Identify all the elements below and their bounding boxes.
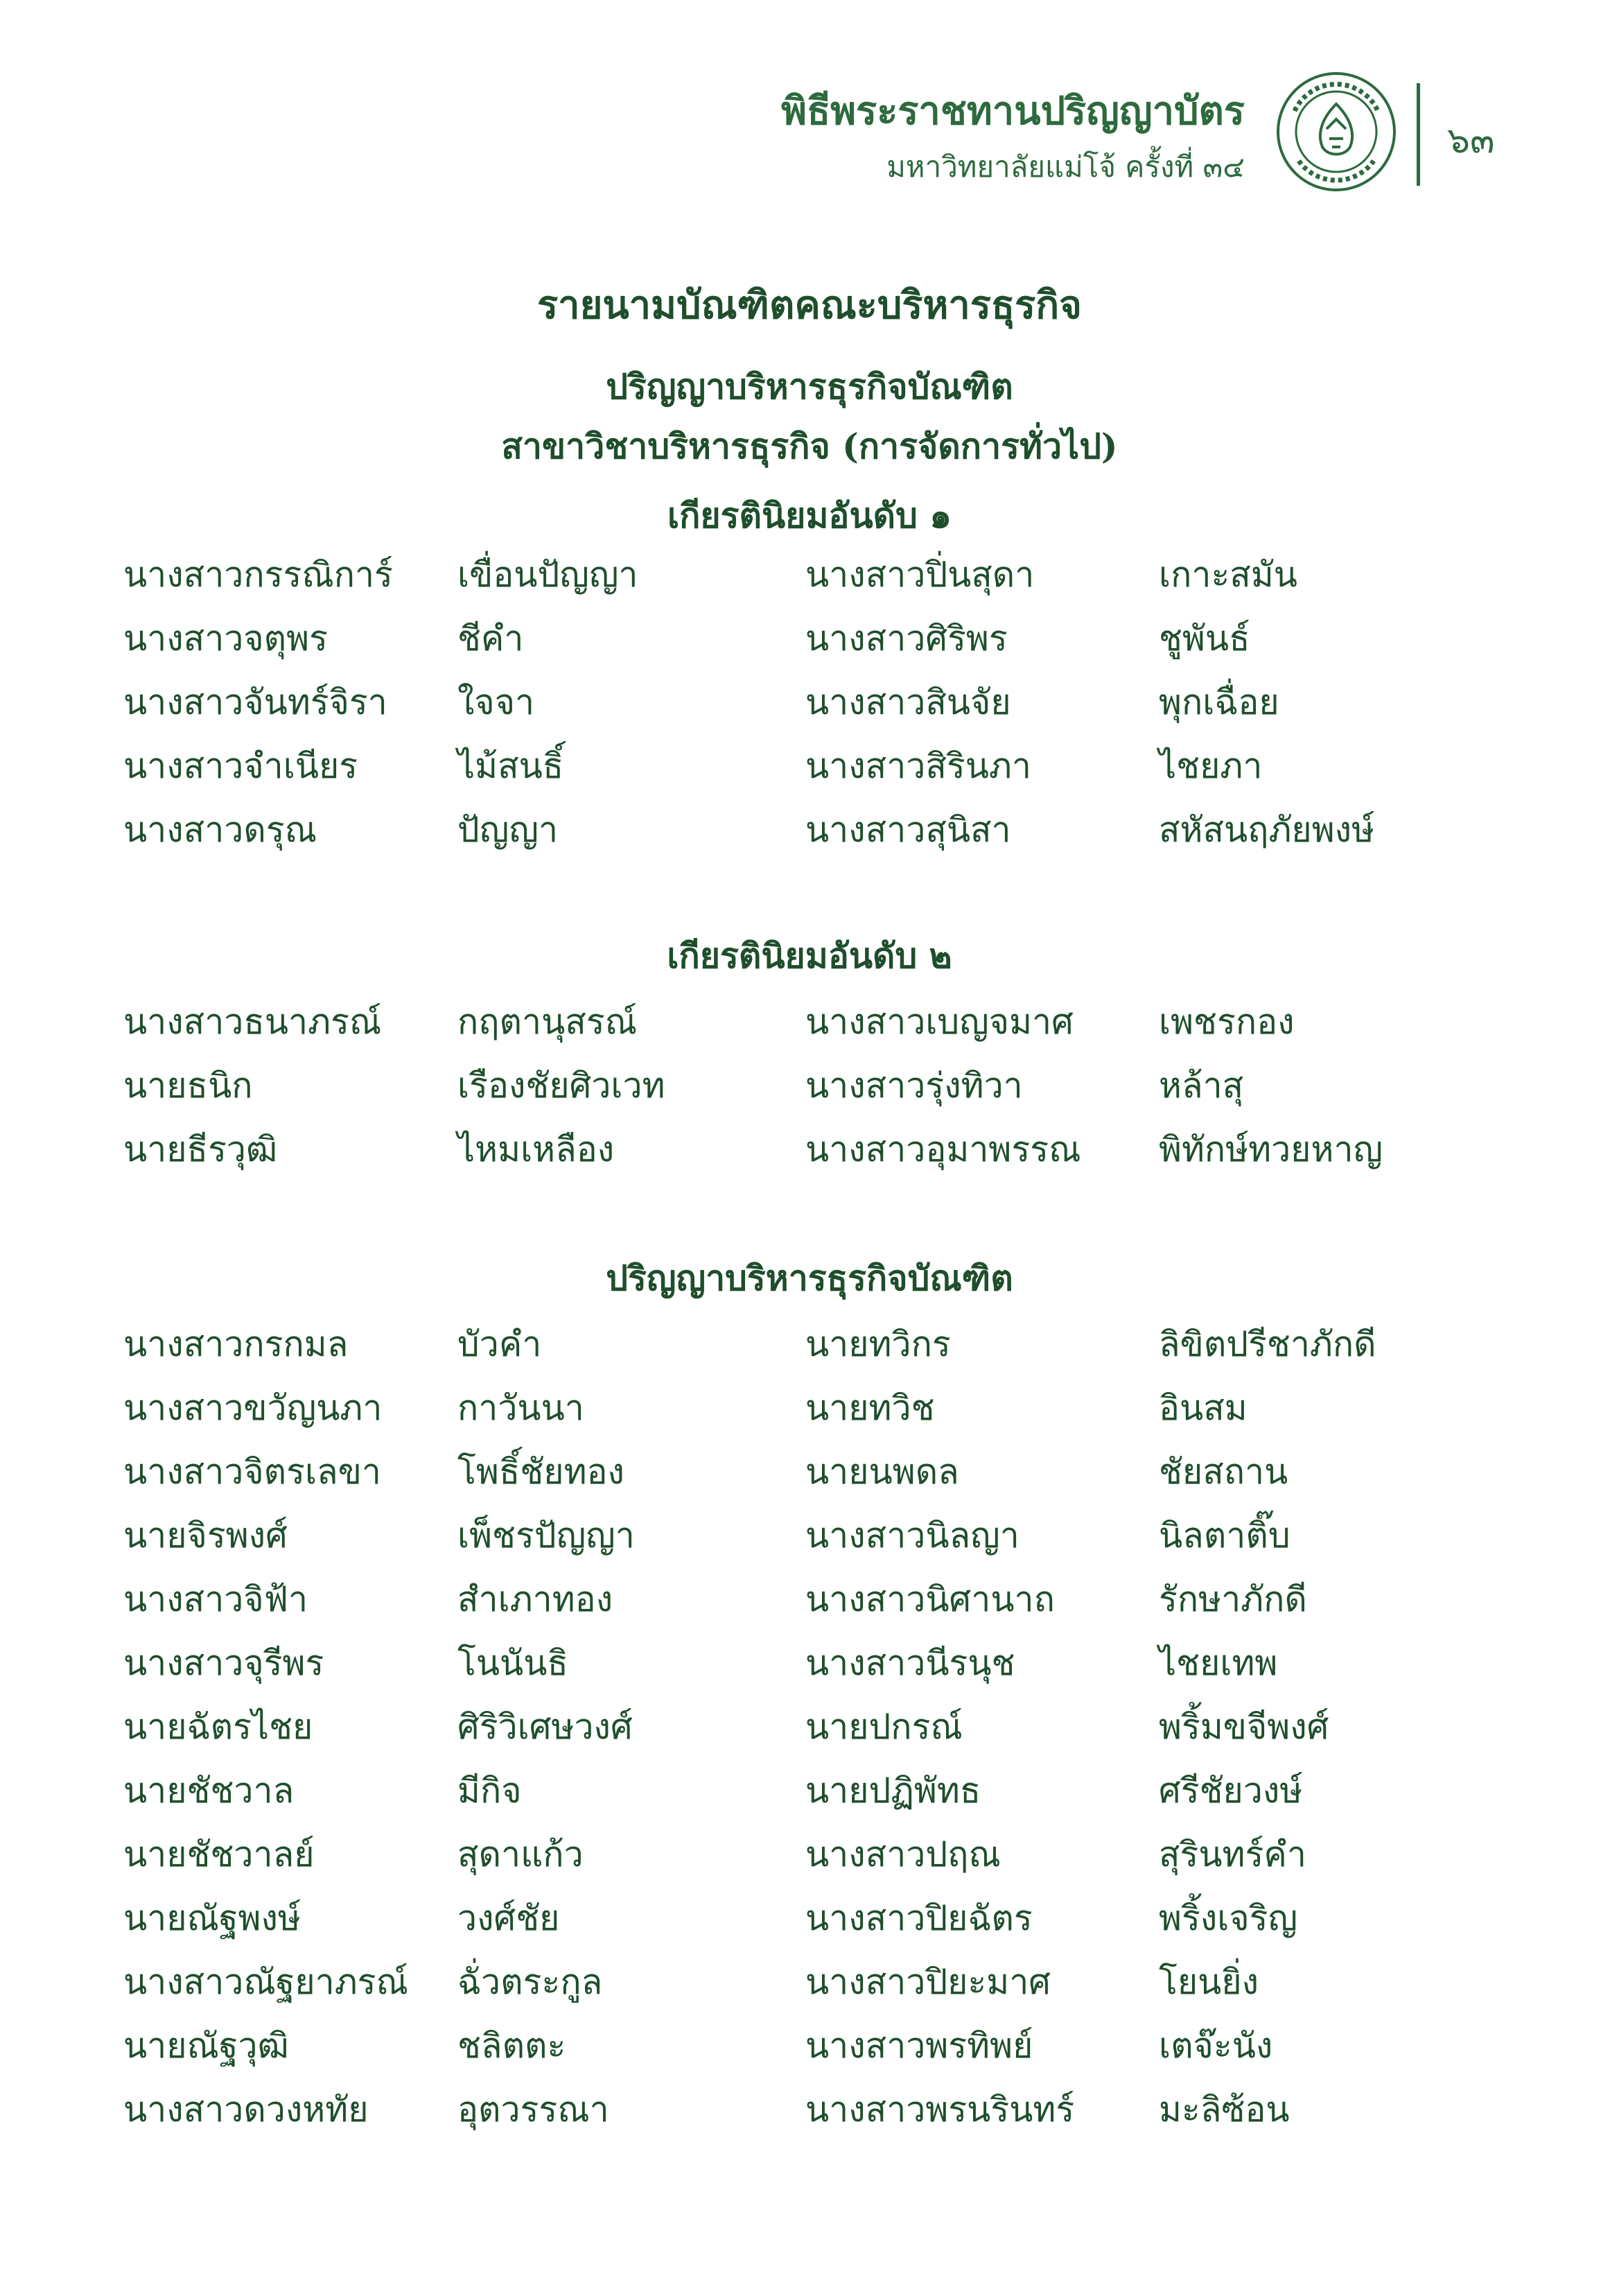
table-row — [0, 2082, 1619, 2146]
table-row — [0, 1445, 1619, 1508]
first-name: นายณัฐวุฒิ — [123, 2026, 289, 2066]
last-name: สุรินทร์คำ — [1159, 1834, 1306, 1875]
table-row — [0, 739, 1619, 803]
last-name: ไม้สนธิ์ — [457, 746, 564, 786]
table-row — [0, 1827, 1619, 1891]
first-name: นางสาวรุ่งทิวา — [805, 1066, 1023, 1106]
first-name: นายณัฐพงษ์ — [123, 1898, 301, 1938]
first-name: นางสาวพรทิพย์ — [805, 2026, 1033, 2066]
first-name: นางสาวศิริพร — [805, 618, 1008, 659]
table-row — [0, 1122, 1619, 1186]
last-name: ลิขิตปรีชาภักดี — [1159, 1324, 1376, 1364]
last-name: มะลิซ้อน — [1159, 2089, 1290, 2130]
first-name: นายชัชวาล — [123, 1771, 295, 1811]
table-row — [0, 1955, 1619, 2019]
last-name: หล้าสุ — [1159, 1066, 1244, 1106]
last-name: สุดาแก้ว — [457, 1834, 584, 1875]
first-name: นางสาวจตุพร — [123, 618, 328, 659]
last-name: ศิริวิเศษวงศ์ — [457, 1707, 633, 1747]
last-name: สหัสนฤภัยพงษ์ — [1159, 810, 1375, 850]
table-row — [0, 548, 1619, 611]
last-name: ไชยภา — [1159, 746, 1263, 786]
last-name: ใจจา — [457, 682, 535, 722]
degree-heading: ปริญญาบริหารธุรกิจบัณฑิต — [606, 366, 1013, 407]
first-name: นางสาวปิยะมาศ — [805, 1962, 1051, 2002]
last-name: เพชรกอง — [1159, 1002, 1295, 1042]
last-name: โนนันธิ — [457, 1643, 568, 1683]
last-name: ชูพันธ์ — [1159, 618, 1250, 659]
last-name: ศรีชัยวงษ์ — [1159, 1771, 1303, 1811]
honors1-heading: เกียรตินิยมอันดับ ๑ — [667, 495, 952, 536]
last-name: เขื่อนปัญญา — [457, 555, 638, 595]
page-number: ๖๓ — [1447, 120, 1495, 162]
header-divider — [1417, 83, 1420, 186]
first-name: นางสาวนิลญา — [805, 1515, 1019, 1556]
first-name: นางสาวกรรณิการ์ — [123, 555, 393, 595]
first-name: นายนพดล — [805, 1452, 959, 1492]
first-name: นายปกรณ์ — [805, 1707, 963, 1747]
last-name: เกาะสมัน — [1159, 555, 1297, 595]
header-subtitle: มหาวิทยาลัยแม่โจ้ ครั้งที่ ๓๔ — [886, 150, 1245, 184]
first-name: นางสาวสุนิสา — [805, 810, 1011, 850]
table-row — [0, 1636, 1619, 1700]
first-name: นางสาวเบญจมาศ — [805, 1002, 1074, 1042]
first-name: นางสาวณัฐยาภรณ์ — [123, 1962, 408, 2002]
last-name: เพ็ชรปัญญา — [457, 1515, 635, 1556]
first-name: นายฉัตรไชย — [123, 1707, 313, 1747]
last-name: บัวคำ — [457, 1324, 542, 1364]
table-row — [0, 1508, 1619, 1572]
table-row — [0, 1891, 1619, 1955]
table-row — [0, 995, 1619, 1059]
first-name: นางสาวขวัญนภา — [123, 1388, 383, 1428]
first-name: นางสาวจิฟ้า — [123, 1579, 308, 1619]
last-name: ฉั่วตระกูล — [457, 1962, 603, 2002]
last-name: กฤตานุสรณ์ — [457, 1002, 638, 1042]
first-name: นางสาวดรุณ — [123, 810, 317, 850]
last-name: ชลิตตะ — [457, 2026, 566, 2066]
first-name: นางสาวปิ่นสุดา — [805, 555, 1035, 595]
last-name: ไหมเหลือง — [457, 1129, 615, 1169]
first-name: นางสาวธนาภรณ์ — [123, 1002, 382, 1042]
table-row — [0, 1572, 1619, 1636]
last-name: พริ้งเจริญ — [1159, 1898, 1298, 1938]
first-name: นายชัชวาลย์ — [123, 1834, 315, 1875]
first-name: นางสาวปิยฉัตร — [805, 1898, 1033, 1938]
table-row — [0, 1381, 1619, 1445]
first-name: นางสาวนิศานาถ — [805, 1579, 1055, 1619]
major-heading: สาขาวิชาบริหารธุรกิจ (การจัดการทั่วไป) — [501, 426, 1118, 467]
last-name: มีกิจ — [457, 1771, 522, 1811]
last-name: โพธิ์ชัยทอง — [457, 1452, 624, 1492]
table-row — [0, 1700, 1619, 1764]
first-name: นางสาวจันทร์จิรา — [123, 682, 387, 722]
first-name: นางสาวนีรนุช — [805, 1643, 1015, 1683]
header-title: พิธีพระราชทานปริญญาบัตร — [781, 88, 1245, 134]
last-name: ชีคำ — [457, 618, 524, 659]
first-name: นางสาวจุรีพร — [123, 1643, 324, 1683]
first-name: นางสาวจิตรเลขา — [123, 1452, 381, 1492]
table-row — [0, 1764, 1619, 1827]
last-name: อุตวรรณา — [457, 2089, 609, 2130]
last-name: พิทักษ์ทวยหาญ — [1159, 1129, 1383, 1169]
first-name: นางสาวปฤณ — [805, 1834, 1001, 1875]
first-name: นายจิรพงศ์ — [123, 1515, 288, 1556]
table-row — [0, 1317, 1619, 1381]
first-name: นายธนิก — [123, 1066, 253, 1106]
table-row — [0, 675, 1619, 739]
table-row — [0, 803, 1619, 867]
last-name: ไชยเทพ — [1159, 1643, 1278, 1683]
last-name: พุกเฉื่อย — [1159, 682, 1279, 722]
last-name: วงศ์ชัย — [457, 1898, 560, 1938]
last-name: อินสม — [1159, 1388, 1248, 1428]
header-titles — [781, 83, 1245, 191]
last-name: เตจ๊ะนัง — [1159, 2026, 1273, 2066]
university-seal-icon — [1274, 69, 1399, 194]
first-name: นางสาวดวงหทัย — [123, 2089, 369, 2130]
table-row — [0, 2019, 1619, 2082]
first-name: นางสาวกรกมล — [123, 1324, 349, 1364]
last-name: โยนยิ่ง — [1159, 1962, 1259, 2002]
last-name: ปัญญา — [457, 810, 559, 850]
last-name: กาวันนา — [457, 1388, 584, 1428]
first-name: นางสาวสินจัย — [805, 682, 1011, 722]
honors2-heading: เกียรตินิยมอันดับ ๒ — [667, 935, 952, 976]
first-name: นางสาวพรนรินทร์ — [805, 2089, 1075, 2130]
first-name: นางสาวสิรินภา — [805, 746, 1031, 786]
main-title: รายนามบัณฑิตคณะบริหารธุรกิจ — [537, 282, 1082, 328]
table-row — [0, 1059, 1619, 1122]
last-name: สำเภาทอง — [457, 1579, 613, 1619]
first-name: นางสาวอุมาพรรณ — [805, 1129, 1081, 1169]
table-row — [0, 611, 1619, 675]
regular-heading: ปริญญาบริหารธุรกิจบัณฑิต — [606, 1258, 1013, 1298]
last-name: ชัยสถาน — [1159, 1452, 1288, 1492]
last-name: นิลตาติ๊บ — [1159, 1515, 1290, 1556]
first-name: นางสาวจำเนียร — [123, 746, 358, 786]
last-name: รักษาภักดี — [1159, 1579, 1307, 1619]
last-name: เรืองชัยศิวเวท — [457, 1066, 665, 1106]
first-name: นายปฏิพัทธ — [805, 1771, 981, 1811]
first-name: นายธีรวุฒิ — [123, 1129, 278, 1169]
first-name: นายทวิกร — [805, 1324, 951, 1364]
first-name: นายทวิช — [805, 1388, 935, 1428]
last-name: พริ้มขจีพงศ์ — [1159, 1707, 1329, 1747]
